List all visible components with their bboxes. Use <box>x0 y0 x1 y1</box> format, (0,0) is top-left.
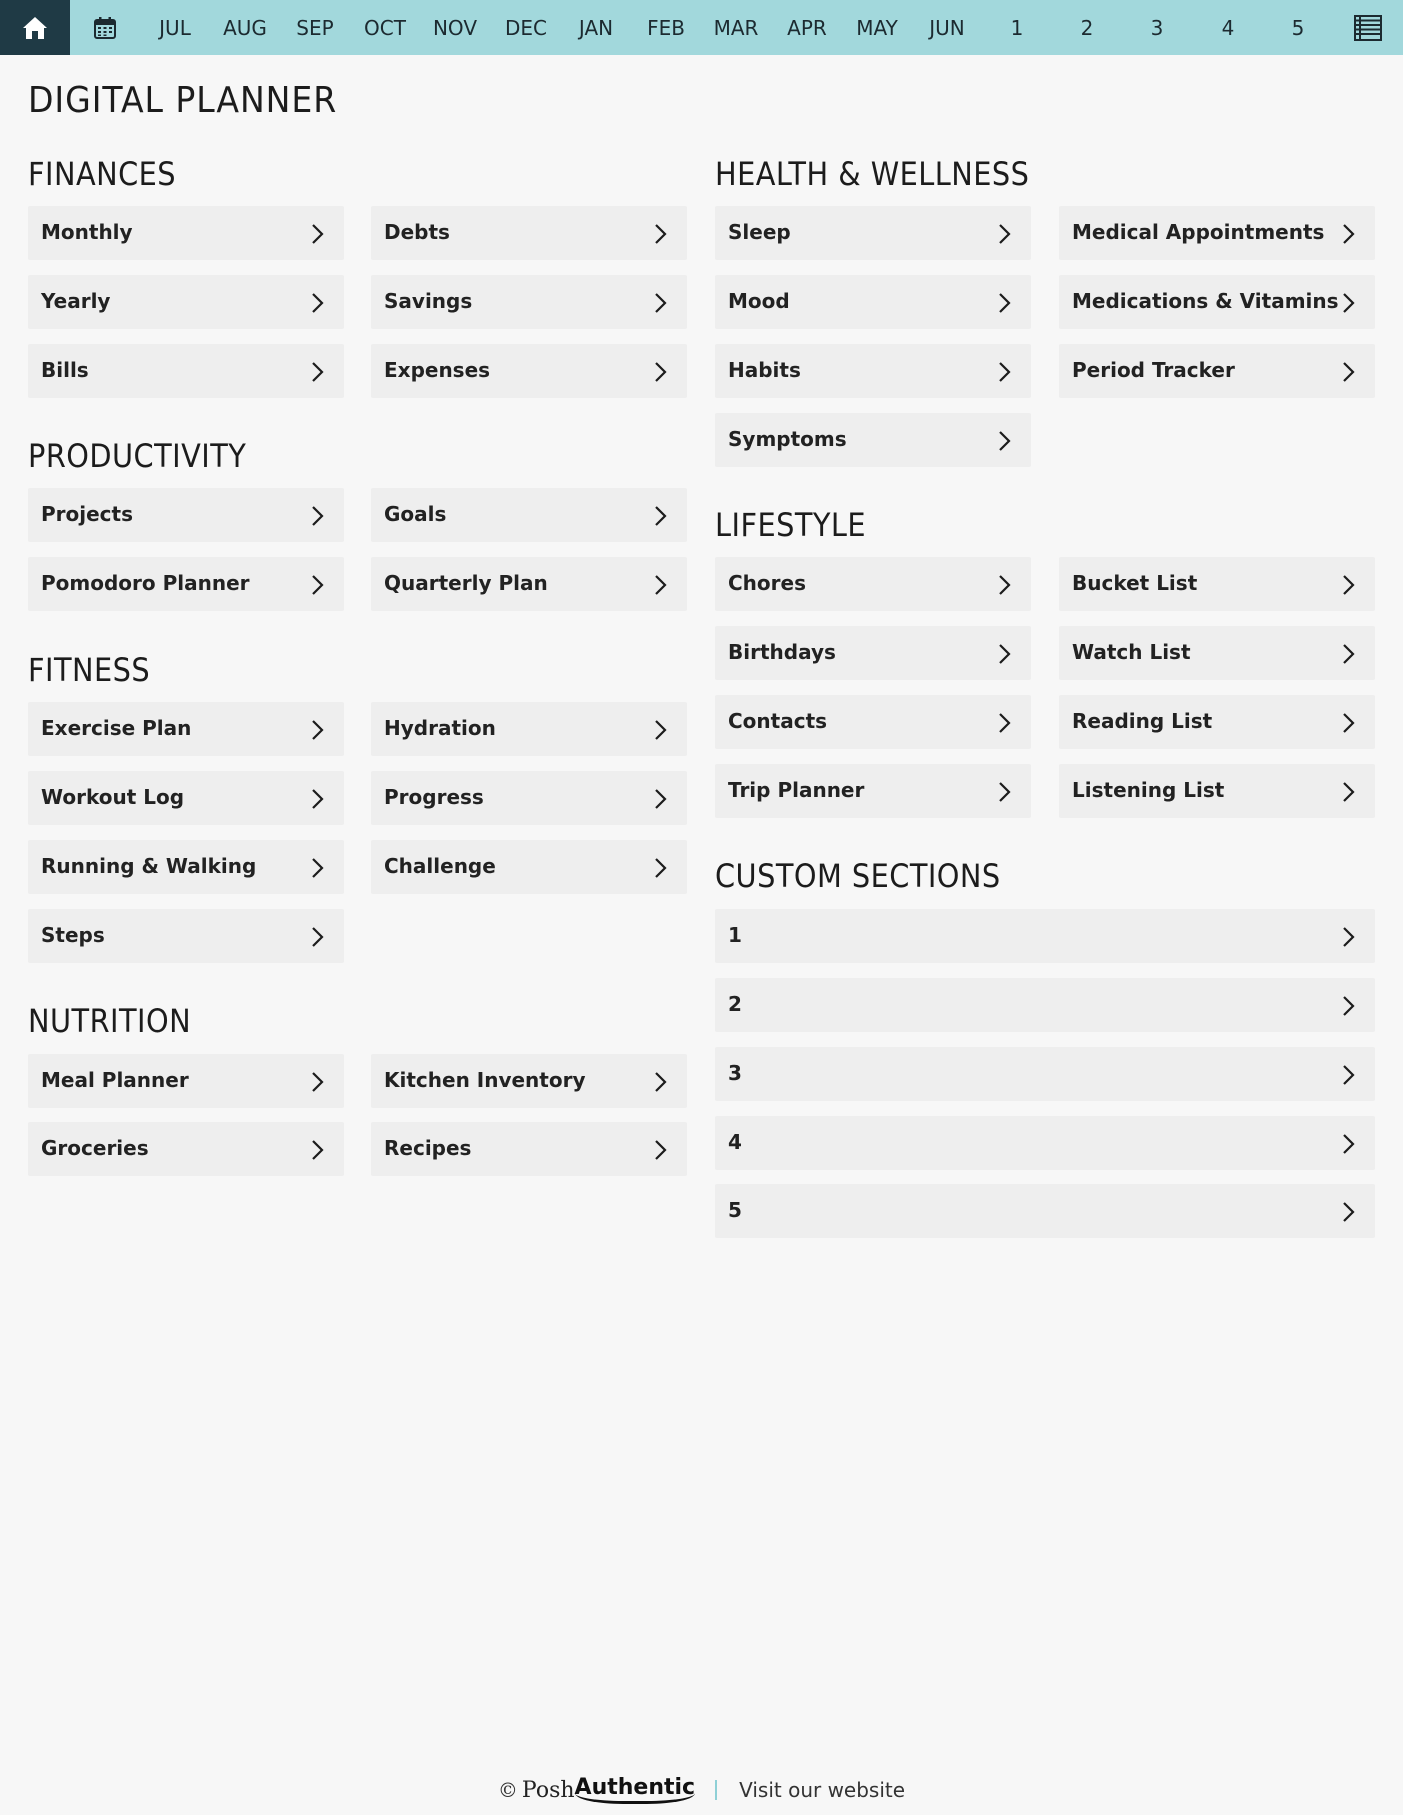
chevron-right-icon <box>998 643 1011 665</box>
link-custom-2[interactable] <box>715 978 1375 1032</box>
link-label: Running & Walking <box>41 853 257 878</box>
chevron-right-icon <box>1342 574 1355 596</box>
link-label: Savings <box>384 288 473 313</box>
link-label: Pomodoro Planner <box>41 570 250 595</box>
chevron-right-icon <box>1342 995 1355 1017</box>
link-label: Habits <box>728 357 801 382</box>
link-habits[interactable] <box>715 344 1031 398</box>
link-label: Chores <box>728 570 806 595</box>
chevron-right-icon <box>654 719 667 741</box>
chevron-right-icon <box>654 1071 667 1093</box>
chevron-right-icon <box>654 223 667 245</box>
link-label: Medical Appointments <box>1072 219 1325 244</box>
link-label: Monthly <box>41 219 133 244</box>
link-watch-list[interactable] <box>1059 626 1375 680</box>
chevron-right-icon <box>311 1071 324 1093</box>
tab-nov[interactable]: NOV <box>432 15 478 40</box>
link-label: Meal Planner <box>41 1067 189 1092</box>
link-steps[interactable] <box>28 909 344 963</box>
link-running-walking[interactable] <box>28 840 344 894</box>
calendar-icon <box>93 16 117 40</box>
chevron-right-icon <box>311 505 324 527</box>
brand-logo-bold: Authentic <box>575 1777 696 1804</box>
chevron-right-icon <box>654 505 667 527</box>
link-label: 2 <box>728 991 742 1016</box>
link-contacts[interactable] <box>715 695 1031 749</box>
list-icon <box>1353 14 1383 42</box>
month-tabs <box>140 0 1333 55</box>
chevron-right-icon <box>654 788 667 810</box>
link-label: Yearly <box>41 288 111 313</box>
tab-custom-4[interactable]: 4 <box>1221 15 1235 40</box>
link-label: Sleep <box>728 219 791 244</box>
link-label: Reading List <box>1072 708 1213 733</box>
tab-jan[interactable]: JAN <box>578 15 614 40</box>
footer-separator <box>715 1780 717 1800</box>
tab-custom-2[interactable]: 2 <box>1080 15 1094 40</box>
link-custom-1[interactable] <box>715 909 1375 963</box>
link-label: Medications & Vitamins <box>1072 288 1339 313</box>
chevron-right-icon <box>998 781 1011 803</box>
chevron-right-icon <box>998 574 1011 596</box>
link-label: Hydration <box>384 715 496 740</box>
link-hydration[interactable] <box>371 702 687 756</box>
link-label: Debts <box>384 219 450 244</box>
link-label: Workout Log <box>41 784 185 809</box>
link-label: Kitchen Inventory <box>384 1067 586 1092</box>
link-medications-vitamins[interactable] <box>1059 275 1375 329</box>
chevron-right-icon <box>654 574 667 596</box>
link-yearly[interactable] <box>28 275 344 329</box>
link-label: Exercise Plan <box>41 715 192 740</box>
link-label: Birthdays <box>728 639 836 664</box>
link-label: Progress <box>384 784 484 809</box>
chevron-right-icon <box>654 292 667 314</box>
link-birthdays[interactable] <box>715 626 1031 680</box>
chevron-right-icon <box>311 1139 324 1161</box>
home-button[interactable] <box>0 0 70 55</box>
chevron-right-icon <box>1342 1133 1355 1155</box>
link-reading-list[interactable] <box>1059 695 1375 749</box>
list-button[interactable] <box>1333 0 1403 55</box>
link-label: Expenses <box>384 357 491 382</box>
chevron-right-icon <box>1342 926 1355 948</box>
section-title-health: HEALTH & WELLNESS <box>715 155 1030 193</box>
link-chores[interactable] <box>715 557 1031 611</box>
tab-mar[interactable]: MAR <box>713 15 759 40</box>
chevron-right-icon <box>654 1139 667 1161</box>
link-meal-planner[interactable] <box>28 1054 344 1108</box>
chevron-right-icon <box>654 361 667 383</box>
link-kitchen-inventory[interactable] <box>371 1054 687 1108</box>
link-symptoms[interactable] <box>715 413 1031 467</box>
tab-aug[interactable]: AUG <box>223 15 267 40</box>
link-exercise-plan[interactable] <box>28 702 344 756</box>
link-bills[interactable] <box>28 344 344 398</box>
link-pomodoro-planner[interactable] <box>28 557 344 611</box>
chevron-right-icon <box>654 857 667 879</box>
link-custom-3[interactable] <box>715 1047 1375 1101</box>
chevron-right-icon <box>311 857 324 879</box>
link-label: Symptoms <box>728 426 847 451</box>
tab-jun[interactable]: JUN <box>929 15 965 40</box>
tab-may[interactable]: MAY <box>856 15 898 40</box>
link-custom-4[interactable] <box>715 1116 1375 1170</box>
link-goals[interactable] <box>371 488 687 542</box>
chevron-right-icon <box>998 223 1011 245</box>
brand-logo-light: Posh <box>521 1777 575 1803</box>
top-nav-bar <box>0 0 1403 55</box>
chevron-right-icon <box>311 788 324 810</box>
chevron-right-icon <box>311 223 324 245</box>
section-title-productivity: PRODUCTIVITY <box>28 437 247 475</box>
link-medical-appointments[interactable] <box>1059 206 1375 260</box>
link-custom-5[interactable] <box>715 1184 1375 1238</box>
link-progress[interactable] <box>371 771 687 825</box>
link-label: Projects <box>41 501 134 526</box>
chevron-right-icon <box>1342 292 1355 314</box>
link-sleep[interactable] <box>715 206 1031 260</box>
link-groceries[interactable] <box>28 1122 344 1176</box>
chevron-right-icon <box>998 712 1011 734</box>
section-title-lifestyle: LIFESTYLE <box>715 506 867 544</box>
link-label: 4 <box>728 1129 742 1154</box>
link-savings[interactable] <box>371 275 687 329</box>
link-expenses[interactable] <box>371 344 687 398</box>
link-label: 5 <box>728 1197 742 1222</box>
link-label: Watch List <box>1072 639 1191 664</box>
link-label: Challenge <box>384 853 496 878</box>
calendar-button[interactable] <box>70 0 140 55</box>
link-label: Bucket List <box>1072 570 1198 595</box>
tab-jul[interactable]: JUL <box>159 15 191 40</box>
link-bucket-list[interactable] <box>1059 557 1375 611</box>
link-trip-planner[interactable] <box>715 764 1031 818</box>
link-label: 3 <box>728 1060 742 1085</box>
link-period-tracker[interactable] <box>1059 344 1375 398</box>
chevron-right-icon <box>311 292 324 314</box>
link-label: Quarterly Plan <box>384 570 548 595</box>
copyright-symbol: © <box>497 1778 518 1802</box>
chevron-right-icon <box>311 574 324 596</box>
link-label: Contacts <box>728 708 828 733</box>
chevron-right-icon <box>1342 361 1355 383</box>
link-label: Recipes <box>384 1135 472 1160</box>
chevron-right-icon <box>998 292 1011 314</box>
link-label: Period Tracker <box>1072 357 1235 382</box>
tab-sep[interactable]: SEP <box>296 15 334 40</box>
tab-oct[interactable]: OCT <box>364 15 406 40</box>
chevron-right-icon <box>998 361 1011 383</box>
section-title-nutrition: NUTRITION <box>28 1002 192 1040</box>
link-quarterly-plan[interactable] <box>371 557 687 611</box>
chevron-right-icon <box>998 430 1011 452</box>
link-label: Bills <box>41 357 89 382</box>
link-label: Listening List <box>1072 777 1225 802</box>
link-projects[interactable] <box>28 488 344 542</box>
section-title-finances: FINANCES <box>28 155 177 193</box>
link-mood[interactable] <box>715 275 1031 329</box>
home-icon <box>22 16 48 40</box>
footer <box>0 1770 1403 1810</box>
link-challenge[interactable] <box>371 840 687 894</box>
chevron-right-icon <box>1342 1064 1355 1086</box>
tab-apr[interactable]: APR <box>787 15 827 40</box>
chevron-right-icon <box>1342 643 1355 665</box>
page-title: DIGITAL PLANNER <box>28 80 338 121</box>
tab-feb[interactable]: FEB <box>647 15 685 40</box>
tab-custom-3[interactable]: 3 <box>1150 15 1164 40</box>
link-label: Trip Planner <box>728 777 865 802</box>
chevron-right-icon <box>311 361 324 383</box>
chevron-right-icon <box>311 719 324 741</box>
link-label: Mood <box>728 288 790 313</box>
link-workout-log[interactable] <box>28 771 344 825</box>
visit-website-link[interactable]: Visit our website <box>739 1778 906 1802</box>
link-monthly[interactable] <box>28 206 344 260</box>
chevron-right-icon <box>1342 223 1355 245</box>
chevron-right-icon <box>311 926 324 948</box>
link-label: Goals <box>384 501 447 526</box>
link-listening-list[interactable] <box>1059 764 1375 818</box>
chevron-right-icon <box>1342 781 1355 803</box>
section-title-custom: CUSTOM SECTIONS <box>715 857 1001 895</box>
chevron-right-icon <box>1342 1201 1355 1223</box>
tab-custom-5[interactable]: 5 <box>1291 15 1305 40</box>
link-debts[interactable] <box>371 206 687 260</box>
tab-dec[interactable]: DEC <box>504 15 547 40</box>
section-title-fitness: FITNESS <box>28 651 151 689</box>
link-label: 1 <box>728 922 742 947</box>
tab-custom-1[interactable]: 1 <box>1010 15 1024 40</box>
link-label: Steps <box>41 922 105 947</box>
chevron-right-icon <box>1342 712 1355 734</box>
link-recipes[interactable] <box>371 1122 687 1176</box>
link-label: Groceries <box>41 1135 149 1160</box>
